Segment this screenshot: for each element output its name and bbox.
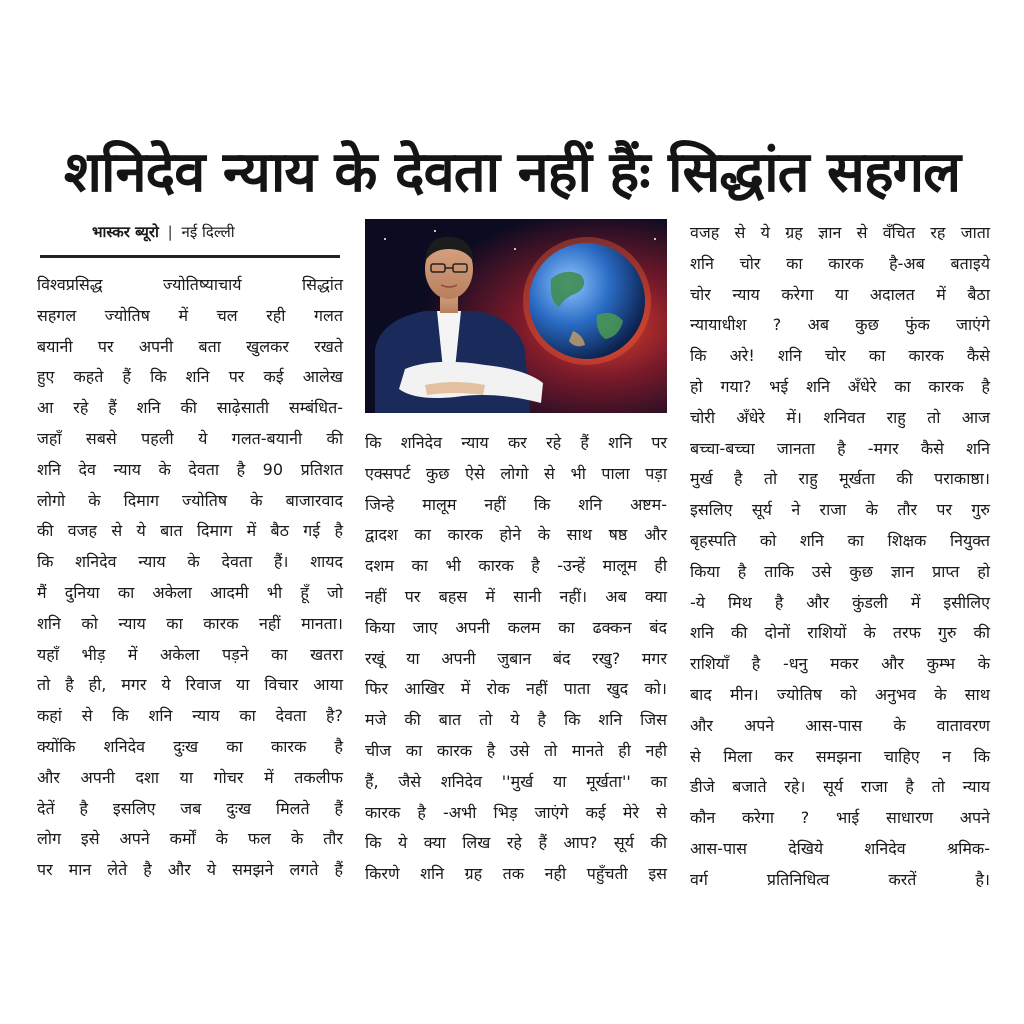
text-line: लोग इसे अपने कर्मों के फल के तौर xyxy=(37,829,343,849)
text-line: वजह से ये ग्रह ज्ञान से वँचित रह जाता xyxy=(690,223,990,242)
article-column-3 xyxy=(690,218,990,896)
text-line: किया है ताकि उसे कुछ ज्ञान प्राप्त हो xyxy=(690,561,990,581)
text-line: दशम का भी कारक है -उन्हें मालूम ही xyxy=(365,556,667,576)
text-line: हो गया? भई शनि अँधेरे का कारक है xyxy=(690,376,990,396)
text-line: कौन करेगा ? भाई साधारण अपने xyxy=(690,808,990,828)
text-line: वर्ग प्रतिनिधित्व करतें है। xyxy=(690,869,990,889)
text-line: देतें है इसलिए जब दुःख मिलते हैं xyxy=(37,798,343,818)
text-line: कि शनिदेव न्याय के देवता हैं। शायद xyxy=(37,552,343,572)
portrait-with-planet-image xyxy=(365,219,667,413)
article-column-2 xyxy=(365,428,667,890)
byline-source: भास्कर ब्यूरो xyxy=(92,223,159,241)
text-line: कारक है -अभी भिड़ जाएंगे कई मेरे से xyxy=(365,802,667,822)
text-line: मैं दुनिया का अकेला आदमी भी हूँ जो xyxy=(37,582,343,602)
article-photo xyxy=(365,219,667,413)
text-line: जहाँ सबसे पहली ये गलत-बयानी की xyxy=(37,428,343,448)
text-line: बच्चा-बच्चा जानता है -मगर कैसे शनि xyxy=(690,438,990,458)
text-line: हुए कहते हैं कि शनि पर कई आलेख xyxy=(37,367,343,387)
text-line: कि शनिदेव न्याय कर रहे हैं शनि पर xyxy=(365,433,667,452)
text-line: कहां से कि शनि न्याय का देवता है? xyxy=(37,706,343,726)
text-line: और अपनी दशा या गोचर में तकलीफ xyxy=(37,767,343,787)
text-line: हैं, जैसे शनिदेव ''मुर्ख या मूर्खता'' का xyxy=(365,771,667,791)
byline-separator: | xyxy=(167,223,173,241)
text-line: शनि को न्याय का कारक नहीं मानता। xyxy=(37,613,343,633)
text-line: मजे की बात तो ये है कि शनि जिस xyxy=(365,710,667,730)
text-line: चोरी अँधेरे में। शनिवत राहु तो आज xyxy=(690,407,990,427)
text-line: कि अरे! शनि चोर का कारक कैसे xyxy=(690,346,990,366)
text-line: किया जाए अपनी कलम का ढक्कन बंद xyxy=(365,617,667,637)
byline-location: नई दिल्ली xyxy=(181,223,235,241)
text-line: इसलिए सूर्य ने राजा के तौर पर गुरु xyxy=(690,500,990,520)
text-line: क्योंकि शनिदेव दुःख का कारक है xyxy=(37,736,343,756)
text-line: फिर आखिर में रोक नहीं पाता खुद को। xyxy=(365,679,667,699)
text-line: आस-पास देखिये शनिदेव श्रमिक- xyxy=(690,838,990,858)
text-line: -ये मिथ है और कुंडली में इसीलिए xyxy=(690,592,990,612)
text-line: बयानी पर अपनी बता खुलकर रखते xyxy=(37,336,343,356)
text-line: रखूं या अपनी जुबान बंद रखु? मगर xyxy=(365,648,667,668)
byline-rule xyxy=(40,255,340,258)
text-line: शनि देव न्याय के देवता है 90 प्रतिशत xyxy=(37,459,343,479)
text-line: मुर्ख है तो राहु मूर्खता की पराकाष्ठा। xyxy=(690,469,990,489)
text-line: न्यायाधीश ? अब कुछ फुंक जाएंगे xyxy=(690,315,990,335)
text-line: सहगल ज्योतिष में चल रही गलत xyxy=(37,305,343,325)
text-line: यहाँ भीड़ में अकेला पड़ने का खतरा xyxy=(37,644,343,664)
text-line: शनि चोर का कारक है-अब बताइये xyxy=(690,253,990,273)
text-line: लोगो के दिमाग ज्योतिष के बाजारवाद xyxy=(37,490,343,510)
article-column-1 xyxy=(37,270,343,886)
text-line: द्वादश का कारक होने के साथ षष्ठ और xyxy=(365,525,667,545)
text-line: एक्सपर्ट कुछ ऐसे लोगो से भी पाला पड़ा xyxy=(365,463,667,483)
text-line: आ रहे हैं शनि की साढ़ेसाती सम्बंधित- xyxy=(37,398,343,418)
text-line: विश्वप्रसिद्ध ज्योतिष्याचार्य सिद्धांत xyxy=(37,275,343,294)
text-line: और अपने आस-पास के वातावरण xyxy=(690,715,990,735)
text-line: पर मान लेते है और ये समझने लगते हैं xyxy=(37,860,343,880)
text-line: चोर न्याय करेगा या अदालत में बैठा xyxy=(690,284,990,304)
text-line: चीज का कारक है उसे तो मानते ही नही xyxy=(365,740,667,760)
headline: शनिदेव न्याय के देवता नहीं हैंः सिद्धांत सहगल xyxy=(63,140,961,205)
text-line: डीजे बजाते रहे। सूर्य राजा है तो न्याय xyxy=(690,777,990,797)
text-line: कि ये क्या लिख रहे हैं आप? सूर्य की xyxy=(365,833,667,853)
text-line: शनि की दोनों राशियों के तरफ गुरु की xyxy=(690,623,990,643)
text-line: से मिला कर समझना चाहिए न कि xyxy=(690,746,990,766)
byline xyxy=(92,222,235,242)
text-line: बृहस्पति को शनि का शिक्षक नियुक्त xyxy=(690,530,990,550)
text-line: की वजह से ये बात दिमाग में बैठ गई है xyxy=(37,521,343,541)
text-line: नहीं पर बहस में सानी नहीं। अब क्या xyxy=(365,586,667,606)
text-line: राशियाँ है -धनु मकर और कुम्भ के xyxy=(690,654,990,674)
text-line: किरणे शनि ग्रह तक नही पहुँचती इस xyxy=(365,864,667,884)
text-line: जिन्हे मालूम नहीं कि शनि अष्टम- xyxy=(365,494,667,514)
text-line: बाद मीन। ज्योतिष को अनुभव के साथ xyxy=(690,684,990,704)
text-line: तो है ही, मगर ये रिवाज या विचार आया xyxy=(37,675,343,695)
